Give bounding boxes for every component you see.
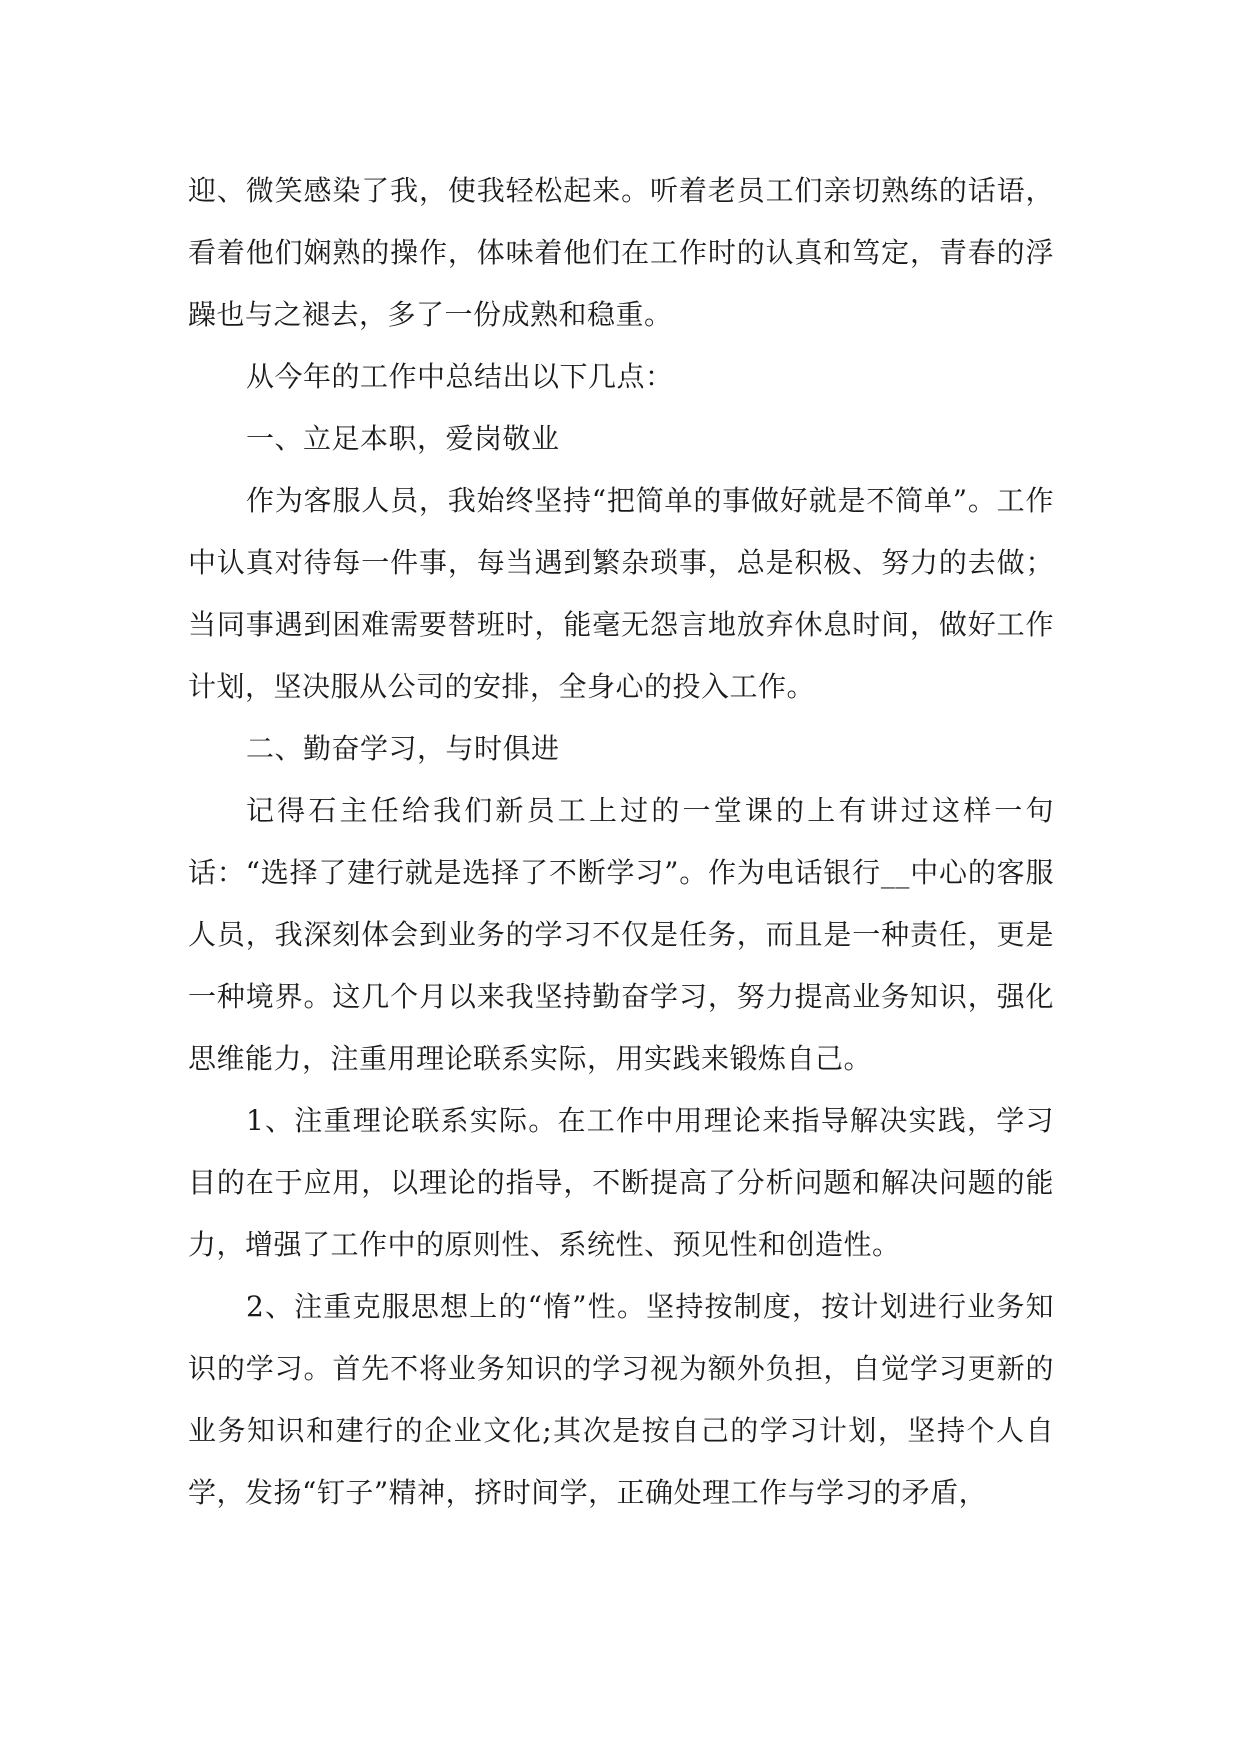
paragraph-section-1: 作为客服人员，我始终坚持“把简单的事做好就是不简单”。工作中认真对待每一件事，每当遇到繁杂琐事，总是积极、努力的去做；当同事遇到困难需要替班时，能毫无怨言地放弃休息时间，做好工作计划，坚决服从公司的安排，全身心的投入工作。: [188, 484, 1054, 703]
list-item-1: 1、注重理论联系实际。在工作中用理论来指导解决实践，学习目的在于应用，以理论的指导，不断提高了分析问题和解决问题的能力，增强了工作中的原则性、系统性、预见性和创造性。: [188, 1104, 1054, 1261]
paragraph-section-2: 记得石主任给我们新员工上过的一堂课的上有讲过这样一句话：“选择了建行就是选择了不断学习”。作为电话银行__中心的客服人员，我深刻体会到业务的学习不仅是任务，而且是一种责任，更是一种境界。这几个月以来我坚持勤奋学习，努力提高业务知识，强化思维能力，注重用理论联系实际，用实践来锻炼自己。: [188, 794, 1054, 1075]
section-heading-1: 一、立足本职，爱岗敬业: [246, 422, 560, 455]
paragraph-continuation: 迎、微笑感染了我，使我轻松起来。听着老员工们亲切熟练的话语，看着他们娴熟的操作，体味着他们在工作时的认真和笃定，青春的浮躁也与之褪去，多了一份成熟和稳重。: [188, 174, 1054, 331]
paragraph-summary-intro: 从今年的工作中总结出以下几点：: [246, 360, 674, 393]
document-body: [188, 160, 1054, 1524]
section-heading-2: 二、勤奋学习，与时俱进: [246, 732, 560, 765]
list-item-2: 2、注重克服思想上的“惰”性。坚持按制度，按计划进行业务知识的学习。首先不将业务知识的学习视为额外负担，自觉学习更新的业务知识和建行的企业文化;其次是按自己的学习计划，坚持个人自学，发扬“钉子”精神，挤时间学，正确处理工作与学习的矛盾，: [188, 1290, 1054, 1509]
